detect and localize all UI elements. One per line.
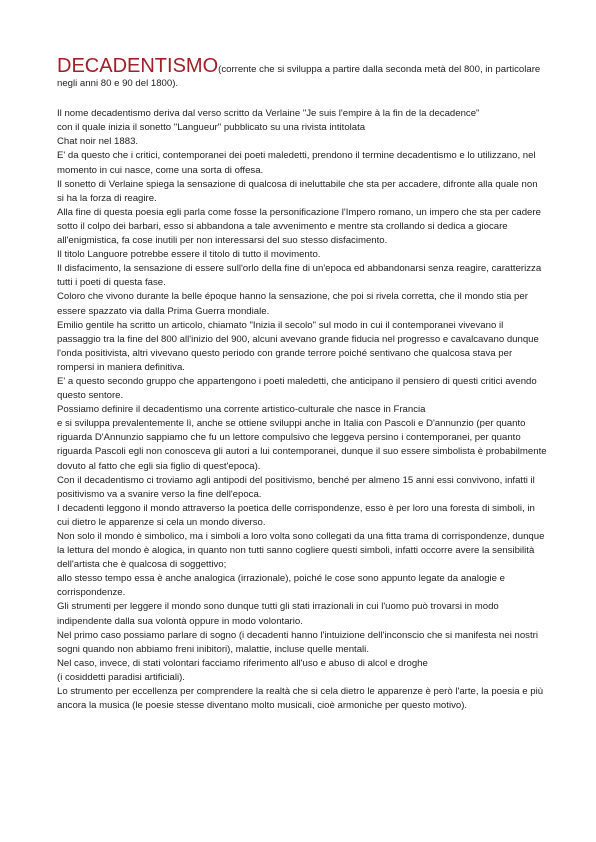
paragraph: Nel primo caso possiamo parlare di sogno (i decadenti hanno l'intuizione dell'inconscio che si manifesta nei nostri sogni quando non abbiamo freni inibitori), malattie, incluse quelle mentali. <box>57 629 538 655</box>
paragraph: Alla fine di questa poesia egli parla come fosse la personificazione l'Impero romano, un impero che sta per cadere sotto il colpo dei barbari, esso si abbandona a tale avvenimento e mentre sta crollando si dedica a giocare all'enigmistica, fa cose inutili per non interessarsi del suo stesso disfacimento. <box>57 206 541 247</box>
paragraph: Coloro che vivono durante la belle époque hanno la sensazione, che poi si rivela corretta, che il mondo stia per essere spazzato via dalla Prima Guerra mondiale. <box>57 291 528 317</box>
document-title: DECADENTISMO <box>57 55 219 77</box>
heading-spacer <box>57 91 547 107</box>
paragraph: E' da questo che i critici, contemporanei dei poeti maledetti, prendono il termine decadentismo e lo utilizzano, nel momento in cui nasce, come una sorta di offesa. <box>57 150 536 176</box>
paragraph: Il nome decadentismo deriva dal verso scritto da Verlaine "Je suis l'empire à la fin de la decadence" <box>57 108 480 120</box>
paragraph: e si sviluppa prevalentemente lì, anche se ottiene sviluppi anche in Italia con Pascoli e D'annunzio (per quanto riguarda D'Annunzio sappiamo che fu un lettore compulsivo che leggeva persino i contemporanei, per quanto riguarda Pascoli egli non conosceva gli autori a lui contemporanei, dunque il suo essere simbolista è probabilmente dovuto al fatto che egli sia figlio di quest'epoca). <box>57 418 547 472</box>
paragraph: Nel caso, invece, di stati volontari facciamo riferimento all'uso e abuso di alcol e droghe <box>57 657 428 669</box>
document-subtitle: (corrente che si sviluppa a partire dalla seconda metà del 800, in particolare negli anni 80 e 90 del 1800). <box>57 64 541 90</box>
paragraph: (i cosiddetti paradisi artificiali). <box>57 671 185 683</box>
paragraph: E' a questo secondo gruppo che appartengono i poeti maledetti, che anticipano il pensiero di questi critici avendo questo sentore. <box>57 375 537 402</box>
paragraph: Possiamo definire il decadentismo una corrente artistico-culturale che nasce in Francia <box>57 404 426 416</box>
document-heading <box>57 56 547 91</box>
paragraph: Il sonetto di Verlaine spiega la sensazione di qualcosa di ineluttabile che sta per accadere, difronte alla quale non si ha la forza di reagire. <box>57 178 538 204</box>
paragraph: I decadenti leggono il mondo attraverso la poetica delle corrispondenze, esso è per loro una foresta di simboli, in cui dietro le apparenze si cela un mondo diverso. <box>57 502 535 528</box>
paragraph: allo stesso tempo essa è anche analogica (irrazionale), poiché le cose sono appunto legate da analogie e corrispondenze. <box>57 573 506 599</box>
paragraph: Chat noir nel 1883. <box>57 136 139 148</box>
paragraph: Lo strumento per eccellenza per comprendere la realtà che si cela dietro le apparenze è però l'arte, la poesia e più ancora la musica (le poesie stesse diventano molto musicali, cioè armoniche per questo motivo). <box>57 686 544 712</box>
paragraph: Gli strumenti per leggere il mondo sono dunque tutti gli stati irrazionali in cui l'uomo può trovarsi in modo indipendente dalla sua volontà oppure in modo volontario. <box>57 601 499 627</box>
paragraph: Con il decadentismo ci troviamo agli antipodi del positivismo, benché per almeno 15 anni essi convivono, infatti il positivismo va a svanire verso la fine dell'epoca. <box>57 474 535 500</box>
paragraph: Emilio gentile ha scritto un articolo, chiamato "Inizia il secolo" sul modo in cui il contemporanei vivevano il passaggio tra la fine del 800 all'inizio del 900, alcuni avevano grande fiducia nel progresso e cavalcavano dunque l'onda positivista, altri vivevano questo periodo con grande terrore poiché sentivano che qualcosa stava per rompersi in maniera definitiva. <box>57 319 539 373</box>
document-page <box>57 56 547 713</box>
document-body <box>57 107 547 713</box>
paragraph: Il titolo Languore potrebbe essere il titolo di tutto il movimento. <box>57 249 321 261</box>
paragraph: Il disfacimento, la sensazione di essere sull'orlo della fine di un'epoca ed abbandonarsi senza reagire, caratterizza tutti i poeti di questa fase. <box>57 263 542 289</box>
paragraph: Non solo il mondo è simbolico, ma i simboli a loro volta sono collegati da una fitta trama di corrispondenze, dunque la lettura del mondo è alogica, in quanto non tutti sanno cogliere questi simboli, infatti occorre avere la sensibilità dell'artista che è qualcosa di soggettivo; <box>57 531 545 571</box>
paragraph: con il quale inizia il sonetto "Langueur" pubblicato su una rivista intitolata <box>57 122 366 134</box>
